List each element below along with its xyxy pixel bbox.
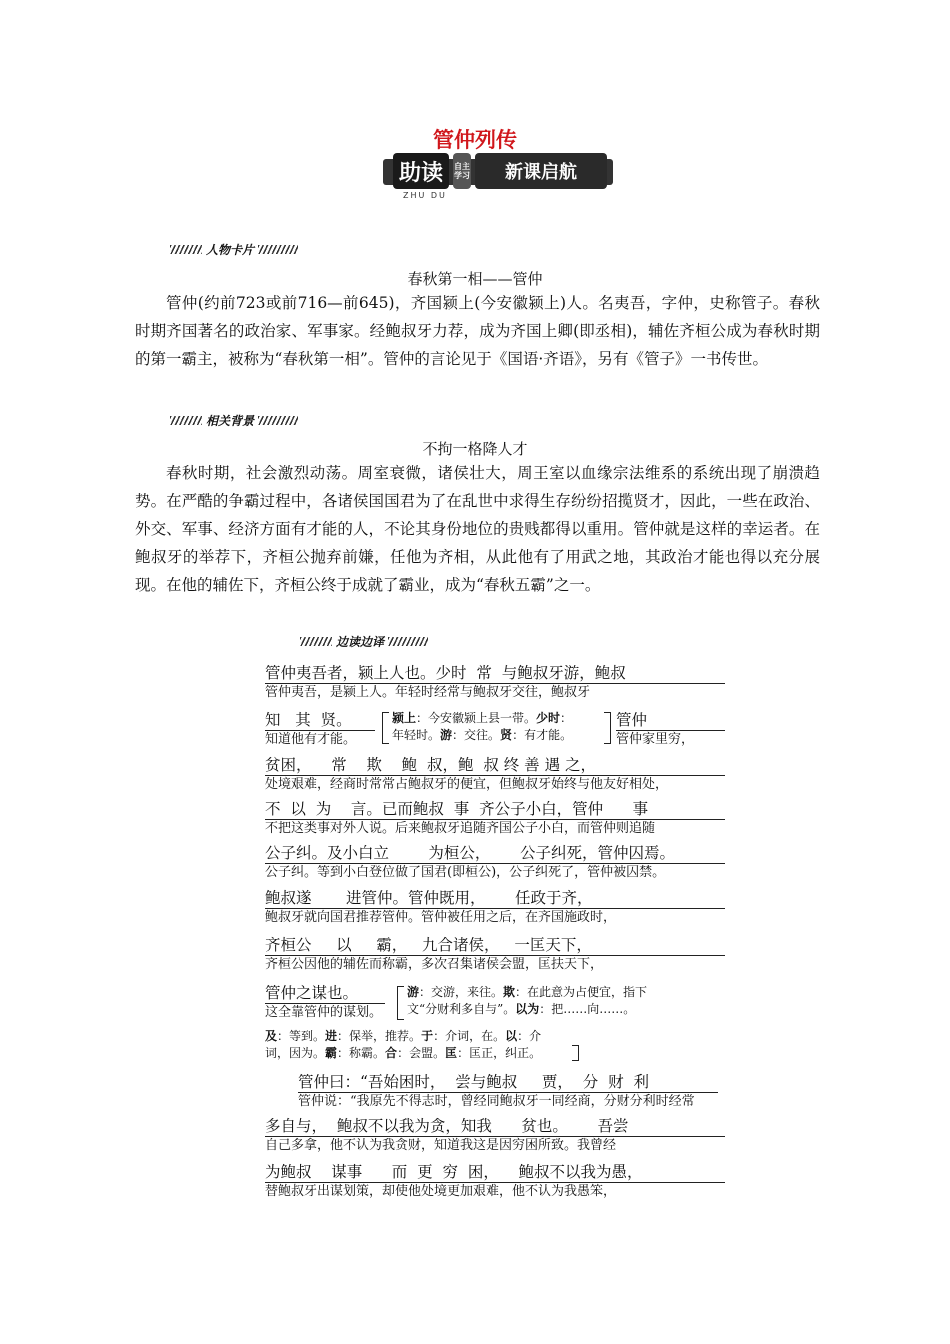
background-body: 春秋时期，社会激烈动荡。周室衰微，诸侯壮大，周王室以血缘宗法维系的系统出现了崩溃趋势。在严酷的争霸过程中，各诸侯国国君为了在乱世中求得生存纷纷招揽贤才，因此，一些在政治、外交、军事、经济方面有才能的人，不论其身份地位的贵贱都得以重用。管仲就是这样的幸运者。在鲍叔牙的举荐下，齐桓公抛弃前嫌，任他为齐相，从此他有了用武之地，其政治才能也得以充分展现。在他的辅佐下，齐桓公终于成就了霸业，成为“春秋五霸”之一。 xyxy=(135,464,820,594)
note-keyword: 以 xyxy=(505,1029,518,1043)
original-line: 为鲍叔 谋事 而 更 穷 困， 鲍叔不以我为愚， xyxy=(265,1162,725,1183)
section-label: 边读边译 xyxy=(336,634,385,649)
note-text: ：匡正，纠正。 xyxy=(457,1046,542,1060)
original-line: 管仲 xyxy=(616,710,725,731)
original-line: 多自与， 鲍叔不以我为贪，知我 贫也。 吾尝 xyxy=(265,1116,725,1137)
section-label: 人物卡片 xyxy=(206,242,255,257)
note-keyword: 进 xyxy=(325,1029,338,1043)
original-line: 贫困， 常 欺 鲍 叔，鲍 叔 终 善 遇 之， xyxy=(265,755,725,776)
note-text: ：今安徽颍上县一带。 xyxy=(416,711,537,725)
translation-line: 处境艰难，经商时常常占鲍叔牙的便宜，但鲍叔牙始终与他友好相处， xyxy=(265,777,669,792)
note-keyword: 游 xyxy=(407,985,420,999)
translation-line: 管仲家里穷， xyxy=(616,732,695,747)
banner-small-line2: 学习 xyxy=(454,171,470,180)
note-text: ： xyxy=(560,711,573,725)
note-text: ：在此意为占便宜，指下 xyxy=(515,985,648,999)
note-bracket xyxy=(572,1045,579,1061)
background-heading: 不拘一格降人才 xyxy=(422,440,528,458)
note-block xyxy=(392,710,612,744)
section-label: 相关背景 xyxy=(206,413,255,428)
note-text: ：称霸。 xyxy=(337,1046,386,1060)
stripe-decoration xyxy=(258,245,298,254)
section-header-reading xyxy=(300,632,428,650)
section-header-card xyxy=(170,240,298,258)
stripe-decoration xyxy=(388,637,428,646)
translation-line: 自己多拿，他不认为我贪财，知道我这是因穷困所致。我曾经 xyxy=(265,1138,617,1153)
note-text: ：介 xyxy=(517,1029,542,1043)
note-block xyxy=(265,1028,595,1062)
banner-main: 助读 xyxy=(393,153,449,189)
translation-line: 管仲说：“我原先不得志时，曾经同鲍叔牙一同经商，分财分利时经常 xyxy=(298,1094,695,1109)
translation-line: 替鲍叔牙出谋划策，却使他处境更加艰难，他不认为我愚笨， xyxy=(265,1184,617,1199)
note-bracket xyxy=(604,712,611,744)
note-keyword: 贤 xyxy=(500,728,513,742)
banner-pinyin: ZHU DU xyxy=(403,191,447,200)
translation-line: 知道他有才能。 xyxy=(265,732,357,747)
note-bracket xyxy=(382,712,389,744)
original-line: 不 以 为 言。已而鲍叔 事 齐公子小白，管仲 事 xyxy=(265,799,725,820)
note-keyword: 合 xyxy=(385,1046,398,1060)
note-keyword: 于 xyxy=(421,1029,434,1043)
note-block xyxy=(407,984,725,1018)
note-keyword: 及 xyxy=(265,1029,278,1043)
banner-small-line1: 自主 xyxy=(454,162,470,171)
note-bracket xyxy=(397,986,404,1020)
translation-line: 公子纠。等到小白登位做了国君(即桓公)，公子纠死了，管仲被囚禁。 xyxy=(265,865,666,880)
note-text: ：介词，在。 xyxy=(433,1029,506,1043)
note-keyword: 少时 xyxy=(536,711,561,725)
translation-line: 这全靠管仲的谋划。 xyxy=(265,1005,383,1020)
banner-small xyxy=(453,153,471,189)
note-text: ：保举，推荐。 xyxy=(337,1029,422,1043)
note-text: ：把……向……。 xyxy=(539,1002,636,1016)
note-text: ：会盟。 xyxy=(397,1046,446,1060)
original-line: 齐桓公 以 霸， 九合诸侯， 一匡天下， xyxy=(265,935,725,956)
note-text: 词，因为。 xyxy=(265,1046,326,1060)
translation-line: 管仲夷吾，是颍上人。年轻时经常与鲍叔牙交往，鲍叔牙 xyxy=(265,685,591,700)
note-keyword: 欺 xyxy=(503,985,516,999)
stripe-decoration xyxy=(170,416,202,425)
original-line: 公子纠。及小白立 为桓公， 公子纠死，管仲囚焉。 xyxy=(265,843,725,864)
page-title: 管仲列传 xyxy=(433,128,517,152)
card-body: 管仲(约前723或前716—前645)，齐国颍上(今安徽颍上)人。名夷吾，字仲，史称管子。春秋时期齐国著名的政治家、军事家。经鲍叔牙力荐，成为齐国上卿(即丞相)，辅佐齐桓公成为春秋时期的第一霸主，被称为“春秋第一相”。管仲的言论见于《国语·齐语》，另有《管子》一书传世。 xyxy=(135,294,820,368)
note-keyword: 游 xyxy=(440,728,453,742)
stripe-decoration xyxy=(258,416,298,425)
zhudu-banner xyxy=(383,153,613,201)
section-header-background xyxy=(170,411,298,429)
note-text: ：有才能。 xyxy=(512,728,573,742)
note-text: 年轻时。 xyxy=(392,728,441,742)
note-text: ：交游，来往。 xyxy=(419,985,504,999)
note-keyword: 匡 xyxy=(445,1046,458,1060)
original-line: 管仲曰：“吾始困时， 尝与鲍叔 贾， 分 财 利 xyxy=(298,1072,718,1093)
translation-line: 鲍叔牙就向国君推荐管仲。管仲被任用之后，在齐国施政时， xyxy=(265,910,617,925)
note-text: ：交往。 xyxy=(452,728,501,742)
note-keyword: 以为 xyxy=(515,1002,540,1016)
stripe-decoration xyxy=(300,637,332,646)
note-keyword: 霸 xyxy=(325,1046,338,1060)
original-line: 知 其 贤。 xyxy=(265,710,375,731)
original-line: 鲍叔遂 进管仲。管仲既用， 任政于齐， xyxy=(265,888,725,909)
banner-right: 新课启航 xyxy=(475,153,607,189)
stripe-decoration xyxy=(170,245,202,254)
note-keyword: 颍上 xyxy=(392,711,417,725)
card-heading: 春秋第一相——管仲 xyxy=(407,270,543,288)
original-line: 管仲之谋也。 xyxy=(265,983,385,1004)
note-text: ：等到。 xyxy=(277,1029,326,1043)
note-text: 文“分财利多自与”。 xyxy=(407,1002,516,1016)
original-line: 管仲夷吾者，颍上人也。少时 常 与鲍叔牙游，鲍叔 xyxy=(265,663,725,684)
translation-line: 不把这类事对外人说。后来鲍叔牙追随齐国公子小白，而管仲则追随 xyxy=(265,821,656,836)
translation-line: 齐桓公因他的辅佐而称霸，多次召集诸侯会盟，匡扶天下， xyxy=(265,957,604,972)
